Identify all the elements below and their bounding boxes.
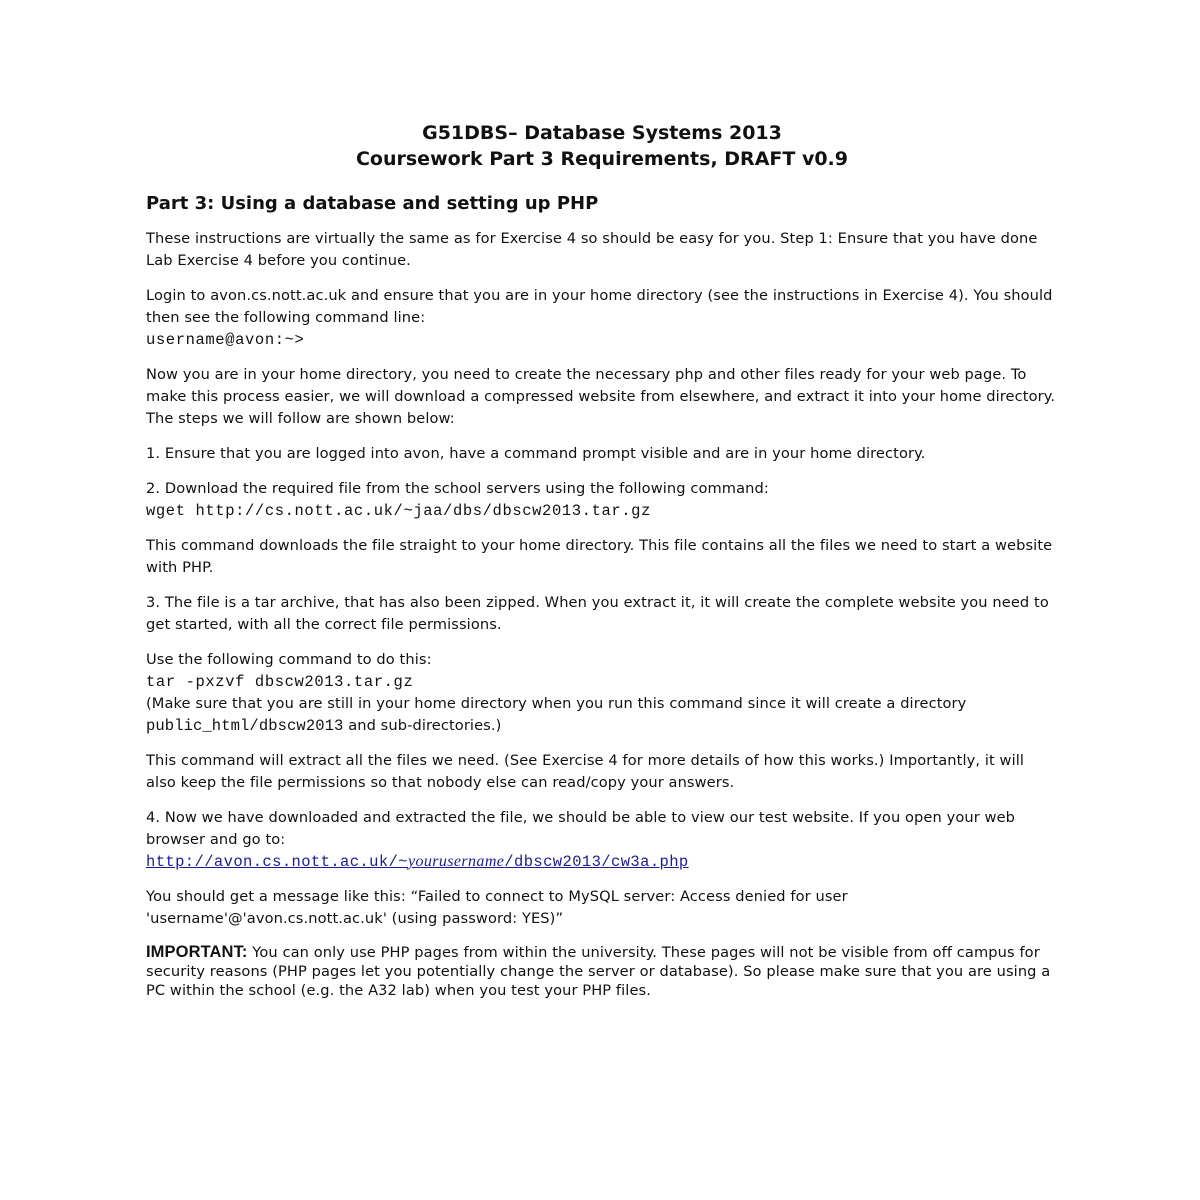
url-suffix: /dbscw2013/cw3a.php [504,853,689,871]
directory-path: public_html/dbscw2013 [146,717,344,735]
tar-command: tar -pxzvf dbscw2013.tar.gz [146,673,414,691]
url-username: yourusername [407,853,505,870]
sub-directories-text: and sub-directories.) [348,717,502,734]
important-label: IMPORTANT: [146,943,248,961]
document-title [146,120,1058,172]
test-website-link[interactable] [146,851,1058,873]
step-1-paragraph: 1. Ensure that you are logged into avon, have a command prompt visible and are in your home directory. [146,445,926,462]
step-2-text: 2. Download the required file from the school servers using the following command: [146,480,769,497]
tar-paragraph [146,649,1058,737]
make-sure-text: (Make sure that you are still in your home directory when you run this command since it will create a directory [146,695,967,712]
title-line-2: Coursework Part 3 Requirements, DRAFT v0.9 [355,148,848,170]
step-2-paragraph [146,478,1058,522]
wget-command: wget http://cs.nott.ac.uk/~jaa/dbs/dbscw2013.tar.gz [146,502,651,520]
home-dir-paragraph: Now you are in your home directory, you need to create the necessary php and other files ready for your web page. To make this process easier, we will download a compressed website from elsewhere, and extract it into your home directory. The steps we will follow are shown below: [146,366,1056,427]
document-page [146,120,1058,1013]
url-prefix: http://avon.cs.nott.ac.uk/~ [146,853,408,871]
login-text: Login to avon.cs.nott.ac.uk and ensure that you are in your home directory (see the instructions in Exercise 4). You should then see the following command line: [146,287,1053,326]
download-note-paragraph: This command downloads the file straight to your home directory. This file contains all the files we need to start a website with PHP. [146,537,1053,576]
section-heading: Part 3: Using a database and setting up PHP [146,193,599,214]
intro-paragraph: These instructions are virtually the same as for Exercise 4 so should be easy for you. Step 1: Ensure that you have done Lab Exercise 4 before you continue. [146,230,1038,269]
extract-note-paragraph: This command will extract all the files we need. (See Exercise 4 for more details of how this works.) Importantly, it will also keep the file permissions so that nobody else can read/copy your answers. [146,752,1025,791]
step-4-text: 4. Now we have downloaded and extracted the file, we should be able to view our test website. If you open your web browser and go to: [146,809,1016,848]
title-line-1: G51DBS– Database Systems 2013 [422,122,782,144]
login-paragraph [146,285,1058,351]
important-text: You can only use PHP pages from within the university. These pages will not be visible from off campus for security reasons (PHP pages let you potentially change the server or database). So please make sure that you are using a PC within the school (e.g. the A32 lab) when you test your PHP files. [146,944,1051,999]
step-4-paragraph [146,807,1058,873]
step-3-paragraph: 3. The file is a tar archive, that has also been zipped. When you extract it, it will create the complete website you need to get started, with all the correct file permissions. [146,594,1049,633]
login-prompt: username@avon:~> [146,331,305,349]
important-paragraph [146,943,1058,1000]
use-command-text: Use the following command to do this: [146,651,432,668]
message-paragraph: You should get a message like this: “Failed to connect to MySQL server: Access denied for user 'username'@'avon.cs.nott.ac.uk' (using password: YES)” [146,888,848,927]
